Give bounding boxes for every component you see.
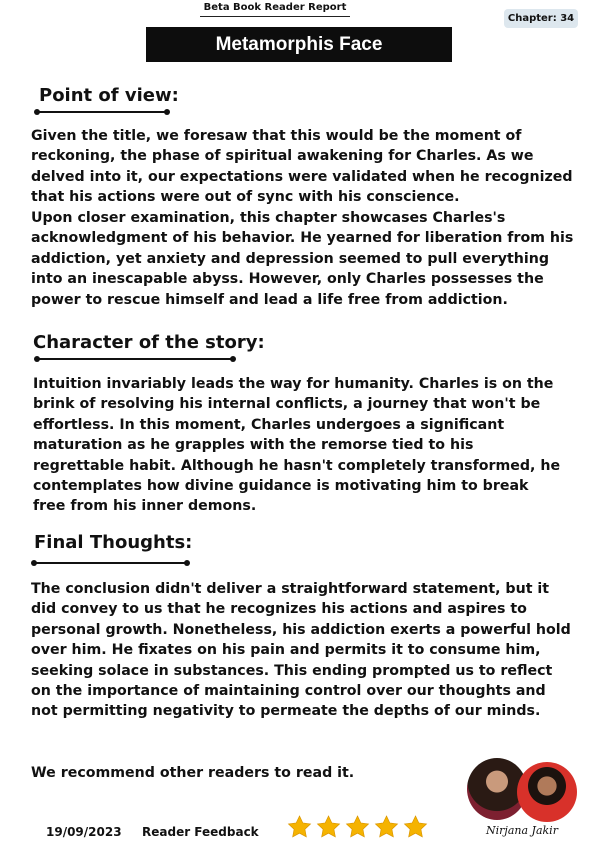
star-icon xyxy=(286,814,313,840)
section-heading-final-thoughts: Final Thoughts: xyxy=(34,532,193,553)
report-date: 19/09/2023 xyxy=(46,825,122,839)
heading-underline xyxy=(37,111,167,113)
paragraph: The conclusion didn't deliver a straightforward statement, but it did convey to us that he recognizes his actions and aspires to personal growth. Nonetheless, his addiction exerts a powerful hold over him. He fixates on his pain and permits it to consume him, seeking solace in substances. This ending prompted us to reflect on the importance of maintaining control over our thoughts and not permitting negativity to permeate the depths of our minds. xyxy=(31,581,571,720)
star-icon xyxy=(402,814,429,840)
heading-underline xyxy=(37,358,233,360)
section-heading-character: Character of the story: xyxy=(33,332,265,353)
section-heading-point-of-view: Point of view: xyxy=(39,85,179,106)
star-icon xyxy=(373,814,400,840)
paragraph: Upon closer examination, this chapter showcases Charles's acknowledgment of his behavior. He yearned for liberation from his addiction, yet anxiety and depression seemed to pull everything into an inescapable abyss. However, only Charles possesses the power to rescue himself and lead a life free from addiction. xyxy=(31,210,574,308)
rating-stars xyxy=(286,814,429,840)
paragraph: Intuition invariably leads the way for humanity. Charles is on the brink of resolving his internal conflicts, a journey that won't be effortless. In this moment, Charles undergoes a significant maturation as he grapples with the remorse tied to his regrettable habit. Although he hasn't completely transformed, he contemplates how divine guidance is motivating him to break free from his inner demons. xyxy=(33,376,561,515)
report-label: Beta Book Reader Report xyxy=(200,0,350,17)
paragraph: We recommend other readers to read it. xyxy=(31,765,355,781)
heading-underline xyxy=(34,562,187,564)
chapter-badge: Chapter: 34 xyxy=(504,9,578,28)
author-photo-2 xyxy=(517,762,577,822)
star-icon xyxy=(315,814,342,840)
page-title: Metamorphis Face xyxy=(146,27,452,62)
paragraph: Given the title, we foresaw that this would be the moment of reckoning, the phase of spiritual awakening for Charles. As we delved into it, our expectations were validated when he recognized that his actions were out of sync with his conscience. xyxy=(31,128,573,206)
star-icon xyxy=(344,814,371,840)
author-names: Nirjana Jakir xyxy=(486,824,558,837)
reader-feedback-label: Reader Feedback xyxy=(142,825,259,839)
